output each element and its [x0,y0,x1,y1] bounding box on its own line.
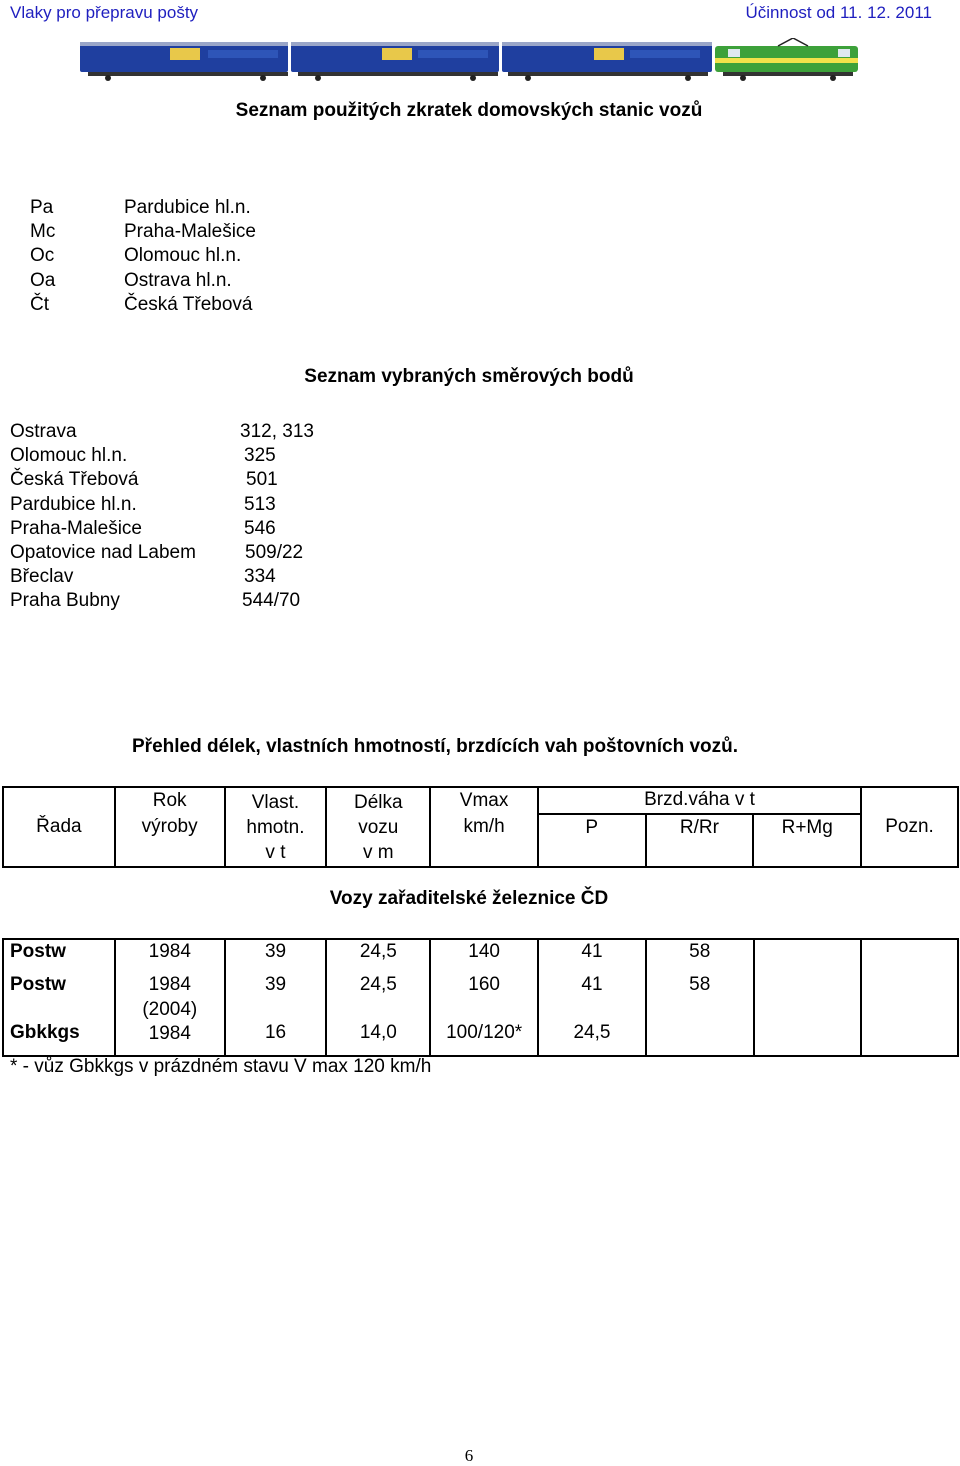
overview-heading: Přehled délek, vlastních hmotností, brzdících vah poštovních vozů. [132,736,739,757]
table-row: Postw [10,941,66,962]
footnote: * - vůz Gbkkgs v prázdném stavu V max 120 km/h [10,1056,432,1077]
col-brzd: Brzd.váha v t [538,787,861,814]
points-row: Opatovice nad Labem 509/22 [10,542,304,564]
cell-pozn [861,939,958,1056]
table-row: Postw [10,974,66,995]
points-row: Pardubice hl.n. 513 [10,493,276,515]
col-rrr: R/Rr [646,814,754,867]
abbrev-list [30,196,256,317]
overview-header-table [2,786,959,868]
points-list [10,420,314,614]
col-vlast: Vlast. hmotn. v t [225,787,327,867]
points-row: Břeclav 334 [10,566,276,588]
document-header-title: Vlaky pro přepravu pošty [10,3,199,22]
abbrev-row: Čt Česká Třebová [30,293,253,315]
section-title: Vozy zařaditelské železnice ČD [329,888,609,909]
col-rada: Řada [3,787,115,867]
points-row: Olomouc hl.n. 325 [10,445,276,467]
points-row: Praha-Malešice 546 [10,517,276,539]
abbrev-row: Oa Ostrava hl.n. [30,269,232,291]
cell-delka: 24,5 24,5 14,0 [326,939,430,1056]
abbrev-row: Pa Pardubice hl.n. [30,197,251,218]
overview-data-table [2,938,959,1057]
points-row: Česká Třebová 501 [10,469,278,491]
col-rok: Rok výroby [115,787,225,867]
cell-rok: 1984 1984 (2004) 1984 [115,939,225,1056]
cell-vmax: 140 160 100/120* [430,939,538,1056]
document-header-validity: Účinnost od 11. 12. 2011 [745,3,932,22]
abbrev-row: Oc Olomouc hl.n. [30,245,242,267]
locomotive [715,38,858,81]
col-vmax: Vmax km/h [430,787,538,867]
abbrev-row: Mc Praha-Malešice [30,221,256,243]
cell-vlast: 39 39 16 [225,939,327,1056]
coach-2 [291,42,499,81]
coach-3 [502,42,712,81]
cell-rmg [754,939,862,1056]
coach-1 [80,42,288,81]
abbrev-heading: Seznam použitých zkratek domovských stanic vozů [235,100,703,121]
cell-rrr: 58 58 [646,939,754,1056]
col-rmg: R+Mg [753,814,861,867]
cell-p: 41 41 24,5 [538,939,646,1056]
train-illustration-icon [78,38,862,82]
cell-rada [3,939,115,1056]
table-row: Gbkkgs [10,1022,80,1043]
col-delka: Délka vozu v m [326,787,430,867]
page-number: 6 [464,1446,474,1465]
points-heading: Seznam vybraných směrových bodů [304,366,634,387]
col-pozn: Pozn. [861,787,958,867]
points-row: Ostrava 312, 313 [10,421,314,442]
points-row: Praha Bubny 544/70 [10,590,301,612]
col-p: P [538,814,646,867]
